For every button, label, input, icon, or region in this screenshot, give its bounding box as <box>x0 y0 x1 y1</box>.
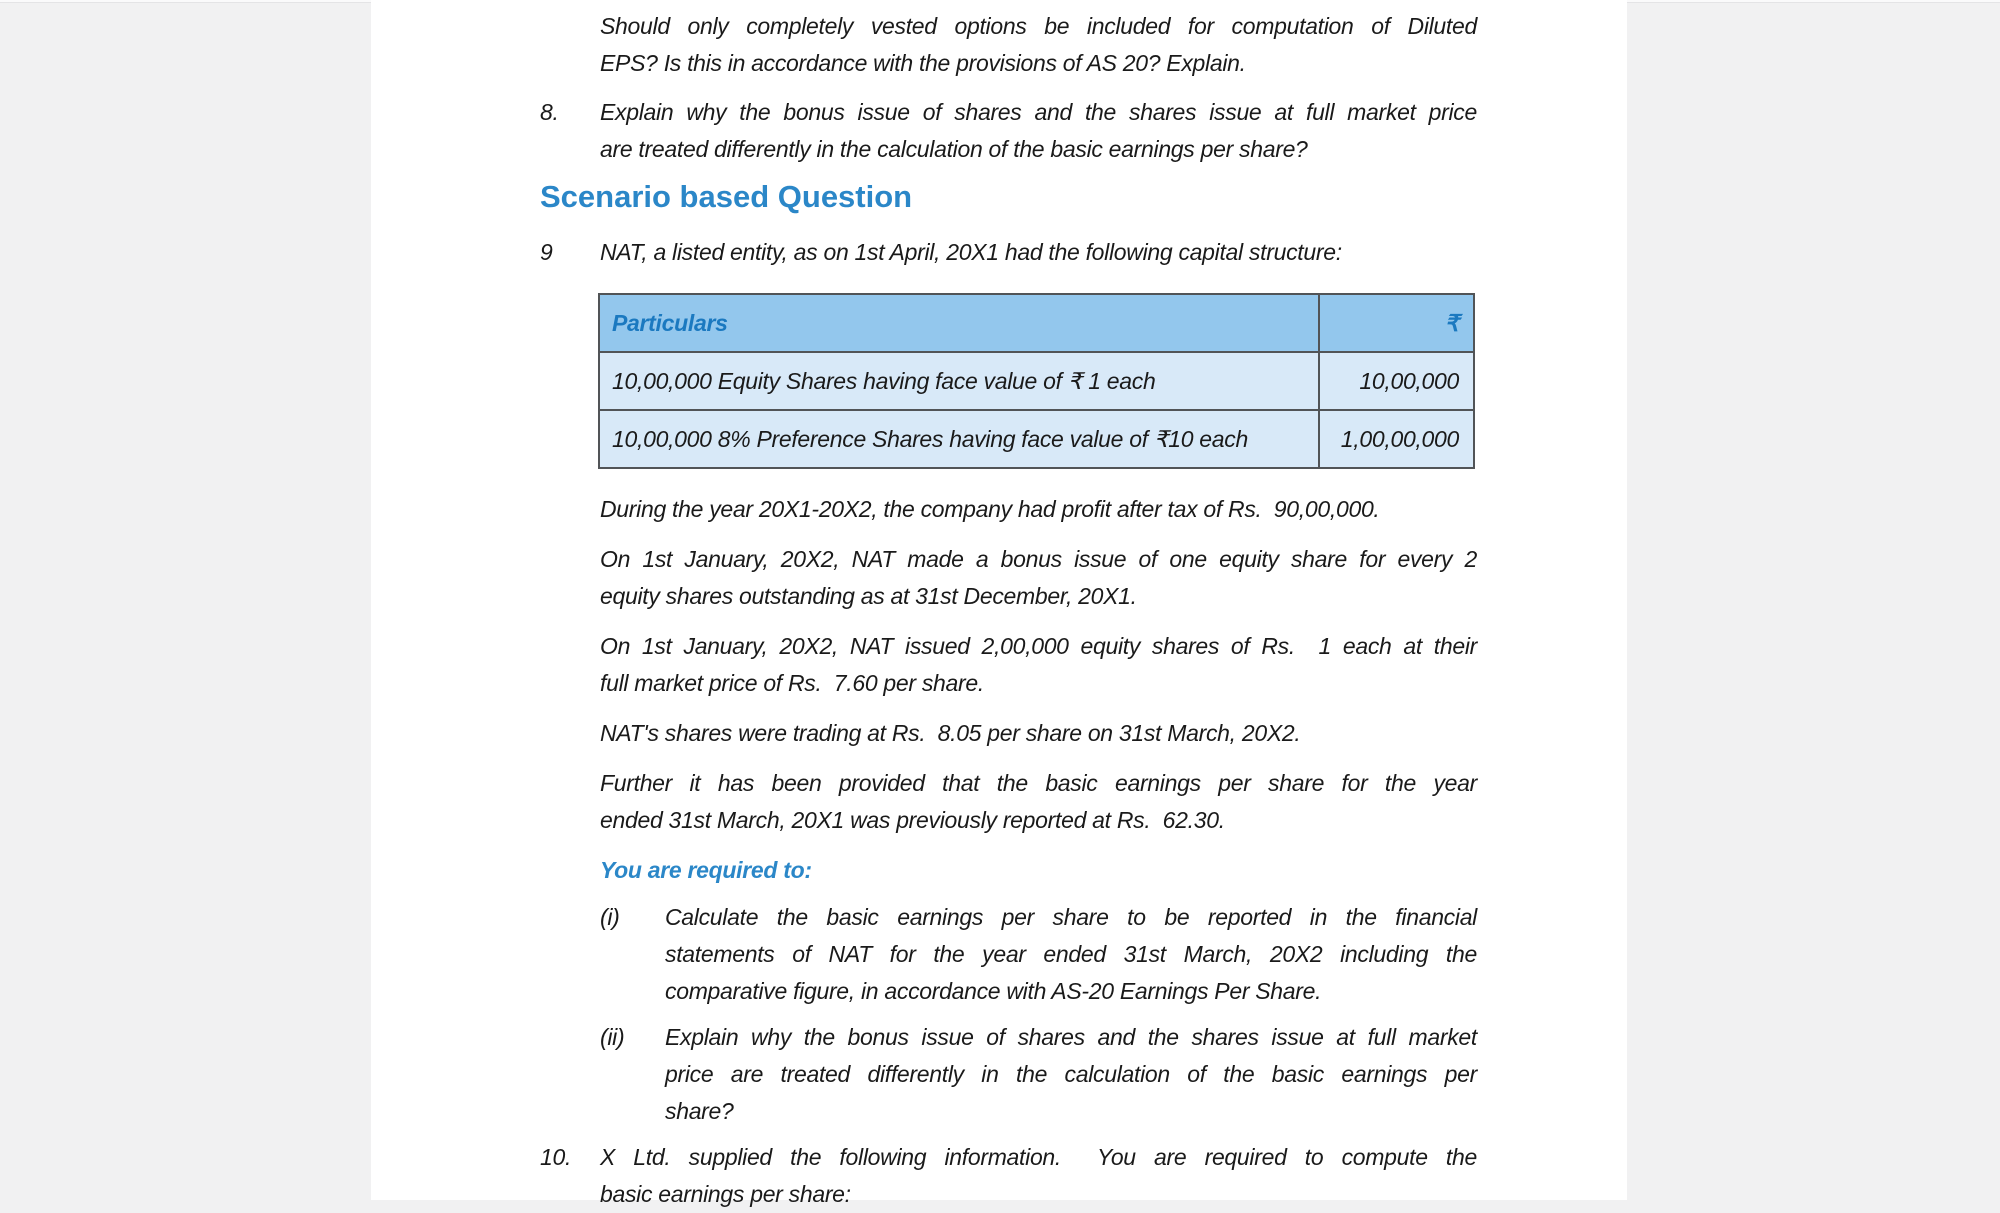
text-line: During the year 20X1-20X2, the company had profit after tax of Rs. 90,00,000. <box>600 496 1380 522</box>
text-line: On 1st January, 20X2, NAT made a bonus issue of one equity share for every 2 <box>600 546 1477 572</box>
text-line: Should only completely vested options be included for computation of Diluted <box>600 13 1477 39</box>
paragraph-bonus-issue <box>600 541 1477 615</box>
text-line: Explain why the bonus issue of shares and the shares issue at full market price <box>600 99 1477 125</box>
question-8 <box>540 94 1477 168</box>
question-9 <box>540 234 1477 271</box>
paragraph-share-issue <box>600 628 1477 702</box>
text-line: share? <box>665 1098 734 1124</box>
text-line: On 1st January, 20X2, NAT issued 2,00,000 equity shares of Rs. 1 each at their <box>600 633 1477 659</box>
cell-particulars: 10,00,000 8% Preference Shares having face value of ₹10 each <box>600 411 1320 467</box>
text-line: comparative figure, in accordance with AS-20 Earnings Per Share. <box>665 978 1322 1004</box>
text-line: Explain why the bonus issue of shares and the shares issue at full market <box>665 1024 1477 1050</box>
table-row <box>600 351 1473 409</box>
requirement-marker: (ii) <box>600 1024 625 1050</box>
text-line: Further it has been provided that the basic earnings per share for the year <box>600 770 1477 796</box>
text-line: Calculate the basic earnings per share to be reported in the financial <box>665 904 1477 930</box>
requirement-marker: (i) <box>600 904 620 930</box>
text-line: ended 31st March, 20X1 was previously reported at Rs. 62.30. <box>600 807 1225 833</box>
section-heading: Scenario based Question <box>540 179 913 214</box>
requirement-i <box>600 899 1477 1010</box>
header-particulars: Particulars <box>600 295 1320 351</box>
required-heading: You are required to: <box>600 857 812 883</box>
cell-particulars: 10,00,000 Equity Shares having face value of ₹ 1 each <box>600 353 1320 409</box>
text-line: price are treated differently in the calculation of the basic earnings per <box>665 1061 1477 1087</box>
question-text: NAT, a listed entity, as on 1st April, 20X1 had the following capital structure: <box>600 239 1342 265</box>
text-line: X Ltd. supplied the following information. You are required to compute the <box>600 1144 1477 1170</box>
paragraph-profit <box>600 491 1477 528</box>
table-header-row <box>600 295 1473 351</box>
text-line: EPS? Is this in accordance with the provisions of AS 20? Explain. <box>600 50 1246 76</box>
table-row <box>600 409 1473 467</box>
question-number: 9 <box>540 239 553 265</box>
cell-amount: 10,00,000 <box>1359 367 1459 394</box>
requirement-text <box>665 899 1477 1010</box>
text-line: basic earnings per share: <box>600 1181 851 1207</box>
question-number: 10. <box>540 1144 572 1170</box>
header-amount-rupee-icon: ₹ <box>1444 309 1459 336</box>
question-text <box>600 94 1477 168</box>
question-7-continuation <box>600 8 1477 82</box>
text-line: full market price of Rs. 7.60 per share. <box>600 670 984 696</box>
question-10 <box>540 1139 1477 1213</box>
text-line: NAT's shares were trading at Rs. 8.05 per share on 31st March, 20X2. <box>600 720 1301 746</box>
paragraph-previous-eps <box>600 765 1477 839</box>
requirement-text <box>665 1019 1477 1130</box>
document-page <box>371 0 1627 1207</box>
capital-structure-table <box>598 293 1475 469</box>
text-line: statements of NAT for the year ended 31st March, 20X2 including the <box>665 941 1477 967</box>
requirement-ii <box>600 1019 1477 1130</box>
question-text <box>600 1139 1477 1213</box>
text-line: are treated differently in the calculation of the basic earnings per share? <box>600 136 1308 162</box>
document-content <box>371 0 1627 1213</box>
paragraph-trading-price <box>600 715 1477 752</box>
cell-amount: 1,00,00,000 <box>1340 425 1459 452</box>
text-line: equity shares outstanding as at 31st December, 20X1. <box>600 583 1137 609</box>
question-number: 8. <box>540 99 559 125</box>
